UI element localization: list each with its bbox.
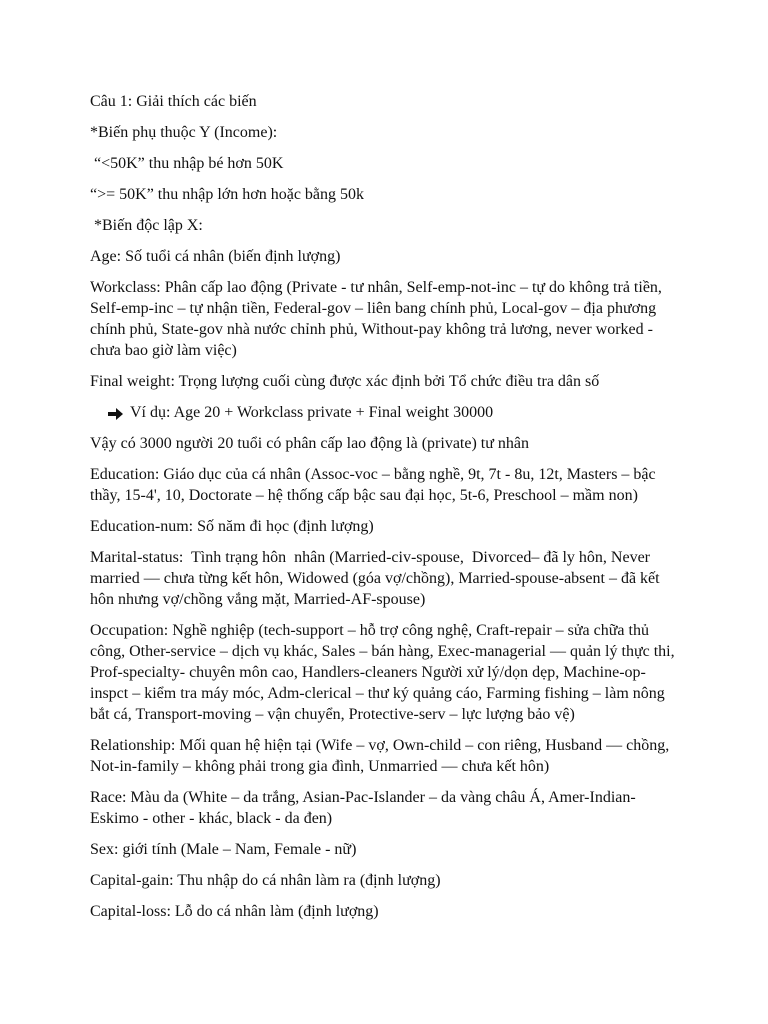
- dependent-variable-title: *Biến phụ thuộc Y (Income):: [90, 124, 278, 141]
- final-weight-definition: Final weight: Trọng lượng cuối cùng được xác định bởi Tổ chức điều tra dân số: [90, 373, 600, 390]
- right-arrow-icon: [108, 406, 124, 420]
- independent-variable-title: *Biến độc lập X:: [90, 217, 203, 234]
- example-text: Ví dụ: Age 20 + Workclass private + Final weight 30000: [130, 404, 494, 421]
- relationship-definition: Relationship: Mối quan hệ hiện tại (Wife – vợ, Own-child – con riêng, Husband — chồng, Not-in-family – không phải trong gia đình, Unmarried — chưa kết hôn): [90, 737, 674, 775]
- document-page: [90, 91, 680, 932]
- sex-definition: Sex: giới tính (Male – Nam, Female - nữ): [90, 841, 357, 858]
- occupation-definition: Occupation: Nghề nghiệp (tech-support – hỗ trợ công nghệ, Craft-repair – sửa chữa thủ công, Other-service – dịch vụ khác, Sales – bán hàng, Exec-managerial — quản lý thực thi, Prof-specialty- chuyên môn cao, Handlers-cleaners Người xử lý/dọn dẹp, Machine-op-inspct – kiểm tra máy móc, Adm-clerical – thư ký quảng cáo, Farming fishing – làm nông bắt cá, Transport-moving – vận chuyển, Protective-serv – lực lượng bảo vệ): [90, 622, 679, 723]
- income-low-definition: “<50K” thu nhập bé hơn 50K: [90, 155, 284, 172]
- heading: Câu 1: Giải thích các biến: [90, 93, 257, 110]
- education-definition: Education: Giáo dục của cá nhân (Assoc-voc – bằng nghề, 9t, 7t - 8u, 12t, Masters – bậc thầy, 15-4', 10, Doctorate – hệ thống cấp bậc sau đại học, 5t-6, Preschool – mầm non): [90, 466, 660, 504]
- example-line: [90, 402, 680, 423]
- workclass-definition: Workclass: Phân cấp lao động (Private - tư nhân, Self-emp-not-inc – tự do không trả tiền, Self-emp-inc – tự nhận tiền, Federal-gov – liên bang chính phủ, Local-gov – địa phương chính phủ, State-gov nhà nước chỉnh phủ, Without-pay không trả lương, never worked - chưa bao giờ làm việc): [90, 279, 666, 359]
- example-conclusion: Vậy có 3000 người 20 tuổi có phân cấp lao động là (private) tư nhân: [90, 435, 530, 452]
- marital-status-definition: Marital-status: Tình trạng hôn nhân (Married-civ-spouse, Divorced– đã ly hôn, Never married — chưa từng kết hôn, Widowed (góa vợ/chồng), Married-spouse-absent – đã kết hôn nhưng vợ/chồng vắng mặt, Married-AF-spouse): [90, 549, 664, 608]
- age-definition: Age: Số tuổi cá nhân (biến định lượng): [90, 248, 341, 265]
- education-num-definition: Education-num: Số năm đi học (định lượng): [90, 518, 374, 535]
- income-high-definition: “>= 50K” thu nhập lớn hơn hoặc bằng 50k: [90, 186, 365, 203]
- capital-loss-definition: Capital-loss: Lỗ do cá nhân làm (định lượng): [90, 903, 379, 920]
- race-definition: Race: Màu da (White – da trắng, Asian-Pac-Islander – da vàng châu Á, Amer-Indian-Eskimo - other - khác, black - da đen): [90, 789, 636, 827]
- capital-gain-definition: Capital-gain: Thu nhập do cá nhân làm ra (định lượng): [90, 872, 441, 889]
